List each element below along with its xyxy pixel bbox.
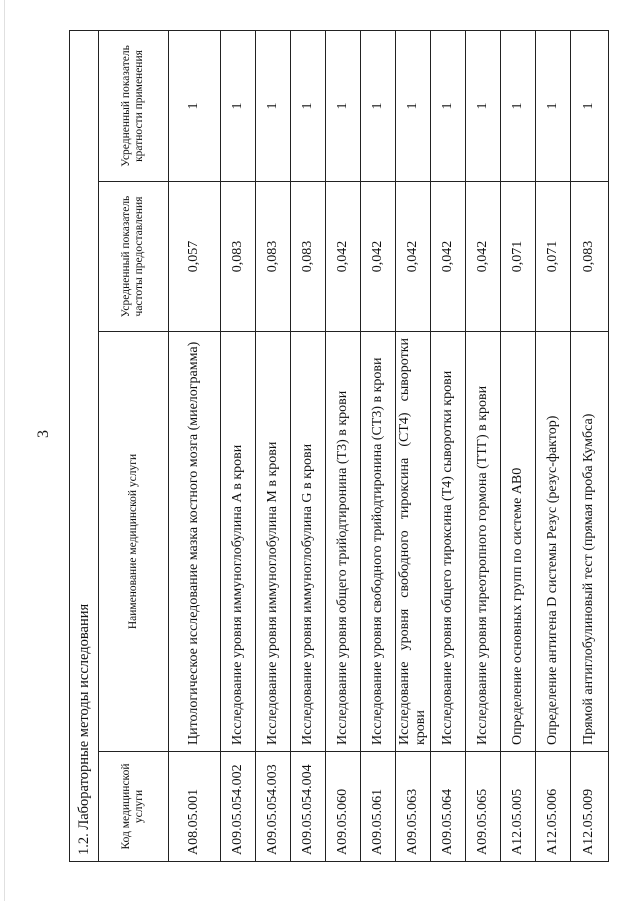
frequency-cell: 0,083 [291,182,326,332]
multiplicity-cell: 1 [326,30,361,181]
service-code-cell: A09.05.065 [465,752,500,862]
service-name-cell: Исследование уровня свободного тироксина (СТ4) сыворотки крови [396,332,431,752]
service-code-cell: A09.05.054.004 [291,752,326,862]
frequency-cell: 0,042 [465,182,500,332]
frequency-cell: 0,057 [168,182,220,332]
scan-edge-line [4,0,5,901]
service-code-cell: A12.05.006 [535,752,570,862]
column-header-frequency: Усредненный показатель частоты предоставления [98,182,168,332]
multiplicity-cell: 1 [221,30,256,181]
multiplicity-cell: 1 [168,30,220,181]
multiplicity-cell: 1 [570,30,608,181]
multiplicity-cell: 1 [291,30,326,181]
table-row [221,30,256,861]
table-row [361,30,396,861]
frequency-cell: 0,042 [361,182,396,332]
service-code-cell: A12.05.009 [570,752,608,862]
multiplicity-cell: 1 [500,30,535,181]
table-row [500,30,535,861]
service-code-cell: A12.05.005 [500,752,535,862]
multiplicity-cell: 1 [361,30,396,181]
service-code-cell: A09.05.054.003 [256,752,291,862]
service-code-cell: A09.05.064 [431,752,466,862]
multiplicity-cell: 1 [256,30,291,181]
frequency-cell: 0,083 [570,182,608,332]
page-number: 3 [35,430,52,438]
service-code-cell: A09.05.063 [396,752,431,862]
frequency-cell: 0,042 [431,182,466,332]
service-code-cell: A08.05.001 [168,752,220,862]
header-row [98,30,168,861]
table-row [326,30,361,861]
multiplicity-cell: 1 [396,30,431,181]
service-name-cell: Исследование уровня свободного трийодтиронина (СТ3) в крови [361,332,396,752]
frequency-cell: 0,083 [221,182,256,332]
table-row [256,30,291,861]
frequency-cell: 0,042 [396,182,431,332]
service-name-cell: Исследование уровня иммуноглобулина G в крови [291,332,326,752]
table-row [396,30,431,861]
multiplicity-cell: 1 [465,30,500,181]
section-row [70,30,99,861]
services-table [69,30,609,862]
section-title: 1.2. Лабораторные методы исследования [70,30,99,861]
service-name-cell: Исследование уровня иммуноглобулина A в крови [221,332,256,752]
table-row [168,30,220,861]
service-name-cell: Прямой антиглобулиновый тест (прямая проба Кумбса) [570,332,608,752]
service-name-cell: Цитологическое исследование мазка костного мозга (миелограмма) [168,332,220,752]
service-name-cell: Исследование уровня тиреотропного гормона (ТТГ) в крови [465,332,500,752]
table-row [465,30,500,861]
table-row [431,30,466,861]
frequency-cell: 0,071 [535,182,570,332]
service-name-cell: Определение основных групп по системе AB0 [500,332,535,752]
frequency-cell: 0,071 [500,182,535,332]
service-code-cell: A09.05.060 [326,752,361,862]
table-row [291,30,326,861]
multiplicity-cell: 1 [431,30,466,181]
frequency-cell: 0,083 [256,182,291,332]
table-row [570,30,608,861]
rotated-table-container [69,31,609,862]
table-row [535,30,570,861]
frequency-cell: 0,042 [326,182,361,332]
service-name-cell: Исследование уровня иммуноглобулина M в крови [256,332,291,752]
service-name-cell: Исследование уровня общего тироксина (Т4) сыворотки крови [431,332,466,752]
service-name-cell: Определение антигена D системы Резус (резус-фактор) [535,332,570,752]
service-code-cell: A09.05.061 [361,752,396,862]
column-header-name: Наименование медицинской услуги [98,332,168,752]
service-name-cell: Исследование уровня общего трийодтиронина (Т3) в крови [326,332,361,752]
column-header-multiplicity: Усредненный показатель кратности применения [98,30,168,181]
service-code-cell: A09.05.054.002 [221,752,256,862]
column-header-code: Код медицинской услуги [98,752,168,862]
multiplicity-cell: 1 [535,30,570,181]
